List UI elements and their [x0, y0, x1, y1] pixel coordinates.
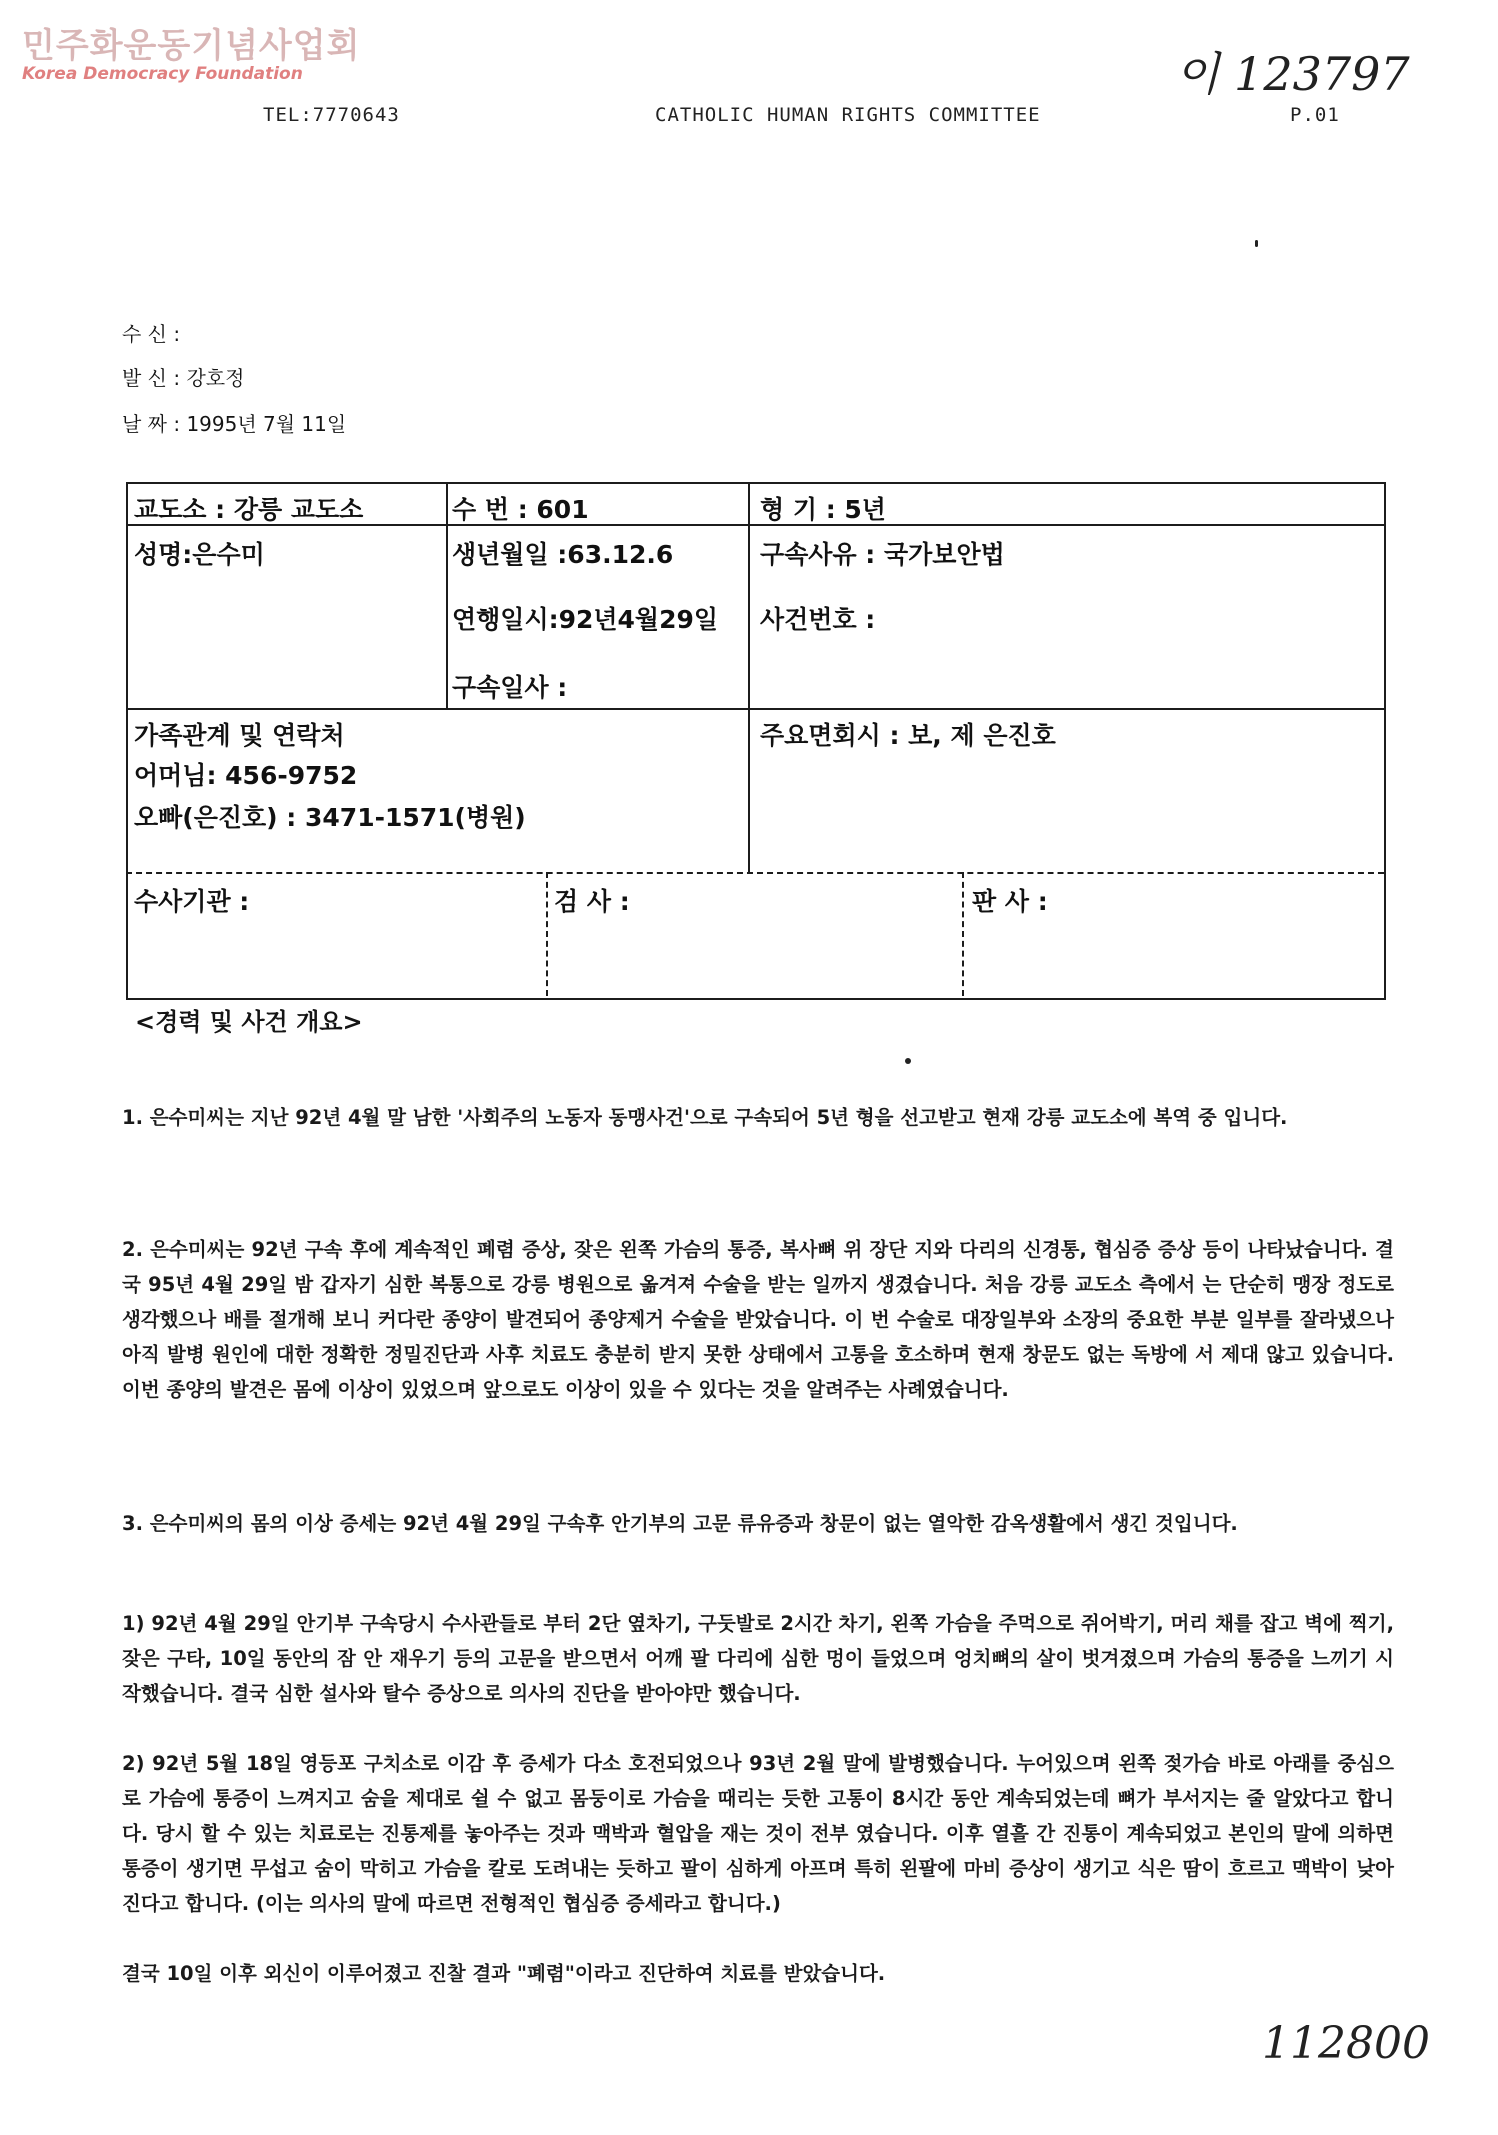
meta-date: 날 짜 : 1995년 7월 11일 — [122, 412, 347, 436]
scan-speck — [905, 1058, 911, 1064]
paragraph-3: 3. 은수미씨의 몸의 이상 증세는 92년 4월 29일 구속후 안기부의 고문 류유증과 창문이 없는 열악한 감옥생활에서 생긴 것입니다. — [122, 1512, 1238, 1535]
field-visitors: 주요면회시 : 보, 제 은진호 — [760, 721, 1056, 750]
meta-recipient: 수 신 : — [122, 322, 181, 346]
fax-page: P.01 — [1290, 104, 1340, 126]
field-mother-contact: 어머님: 456-9752 — [134, 761, 358, 790]
watermark-english: Korea Democracy Foundation — [22, 64, 303, 84]
paragraph-2: 2. 은수미씨는 92년 구속 후에 계속적인 폐렴 증상, 잦은 왼쪽 가슴의 통증, 복사뼈 위 장단 지와 다리의 신경통, 협심증 증상 등이 나타났습니다. 결국 95년 4월 29일 밤 갑자기 심한 복통으로 강릉 병원으로 옮겨져 수술을 받는 일까지 생겼습니다. 처음 강릉 교도소 측에서 는 단순히 맹장 정도로 생각했으나 배를 절개해 보니 커다란 종양이 발견되어 종양제거 수술을 받았습니다. 이 번 수술로 대장일부와 소장의 중요한 부분 일부를 잘라냈으나 아직 발병 원인에 대한 정확한 정밀진단과 사후 치료도 충분히 받지 못한 상태에서 고통을 호소하며 현재 창문도 없는 독방에 서 제대 않고 있습니다. 이번 종양의 발견은 몸에 이상이 있었으며 앞으로도 이상이 있을 수 있다는 것을 알려주는 사례였습니다. — [122, 1238, 1394, 1401]
paragraph-3-2: 2) 92년 5월 18일 영등포 구치소로 이감 후 증세가 다소 호전되었으나 93년 2월 말에 발병했습니다. 누어있으며 왼쪽 젖가슴 바로 아래를 중심으로 가슴에 통증이 느껴지고 숨을 제대로 쉴 수 없고 몸둥이로 가슴을 때리는 듯한 고통이 8시간 동안 계속되었는데 뼈가 부서지는 줄 알았다고 합니다. 당시 할 수 있는 치료로는 진통제를 놓아주는 것과 맥박과 혈압을 재는 것이 전부 였습니다. 이후 열흘 간 진통이 계속되었고 본인의 말에 의하면 통증이 생기면 무섭고 숨이 막히고 가슴을 칼로 도려내는 듯하고 팔이 심하게 아프며 특히 왼팔에 마비 증상이 생기고 식은 땀이 흐르고 맥박이 낮아진다고 합니다. (이는 의사의 말에 따르면 전형적인 협심증 증세라고 합니다.) — [122, 1752, 1394, 1915]
field-investigator: 수사기관 : — [134, 887, 250, 916]
form-row-line — [126, 708, 1384, 710]
form-col-line — [546, 872, 548, 996]
field-sentence: 형 기 : 5년 — [760, 495, 886, 524]
field-prison: 교도소 : 강릉 교도소 — [134, 495, 364, 524]
handwritten-page-number: 112800 — [1262, 2018, 1430, 2069]
form-col-line — [748, 482, 750, 872]
form-col-line — [446, 482, 448, 708]
form-row-line — [126, 872, 1384, 874]
field-case-number: 사건번호 : — [760, 605, 876, 634]
watermark-korean: 민주화운동기념사업회 — [22, 26, 361, 66]
field-brother-contact: 오빠(은진호) : 3471-1571(병원) — [134, 803, 526, 832]
field-prosecutor: 검 사 : — [554, 887, 630, 916]
section-title: <경력 및 사건 개요> — [135, 1008, 363, 1036]
field-family-label: 가족관계 및 연락처 — [134, 721, 345, 750]
paragraph-1: 1. 은수미씨는 지난 92년 4월 말 남한 '사회주의 노동자 동맹사건'으로 구속되어 5년 형을 선고받고 현재 강릉 교도소에 복역 중 입니다. — [122, 1106, 1288, 1129]
field-detention-date: 구속일사 : — [452, 673, 568, 702]
form-col-line — [962, 872, 964, 996]
field-inmate-number: 수 번 : 601 — [452, 495, 589, 524]
fax-tel: TEL:7770643 — [263, 104, 400, 126]
handwritten-doc-number: 이 123797 — [1175, 47, 1410, 101]
field-birth: 생년월일 :63.12.6 — [452, 540, 674, 569]
paragraph-conclusion: 결국 10일 이후 외신이 이루어졌고 진찰 결과 "폐렴"이라고 진단하여 치료를 받았습니다. — [122, 1962, 886, 1985]
paragraph-3-1: 1) 92년 4월 29일 안기부 구속당시 수사관들로 부터 2단 옆차기, 구둣발로 2시간 차기, 왼쪽 가슴을 주먹으로 쥐어박기, 머리 채를 잡고 벽에 찍기, 잦은 구타, 10일 동안의 잠 안 재우기 등의 고문을 받으면서 어깨 팔 다리에 심한 멍이 들었으며 엉치뼈의 살이 벗겨졌으며 가슴의 통증을 느끼기 시작했습니다. 결국 심한 설사와 탈수 증상으로 의사의 진단을 받아야만 했습니다. — [122, 1612, 1394, 1705]
meta-sender: 발 신 : 강호정 — [122, 366, 245, 390]
field-name: 성명:은수미 — [134, 540, 265, 569]
field-judge: 판 사 : — [972, 887, 1048, 916]
field-arrest-date: 연행일시:92년4월29일 — [452, 605, 719, 634]
scan-speck — [1255, 240, 1258, 247]
field-reason: 구속사유 : 국가보안법 — [760, 540, 1005, 569]
fax-org: CATHOLIC HUMAN RIGHTS COMMITTEE — [655, 104, 1041, 126]
